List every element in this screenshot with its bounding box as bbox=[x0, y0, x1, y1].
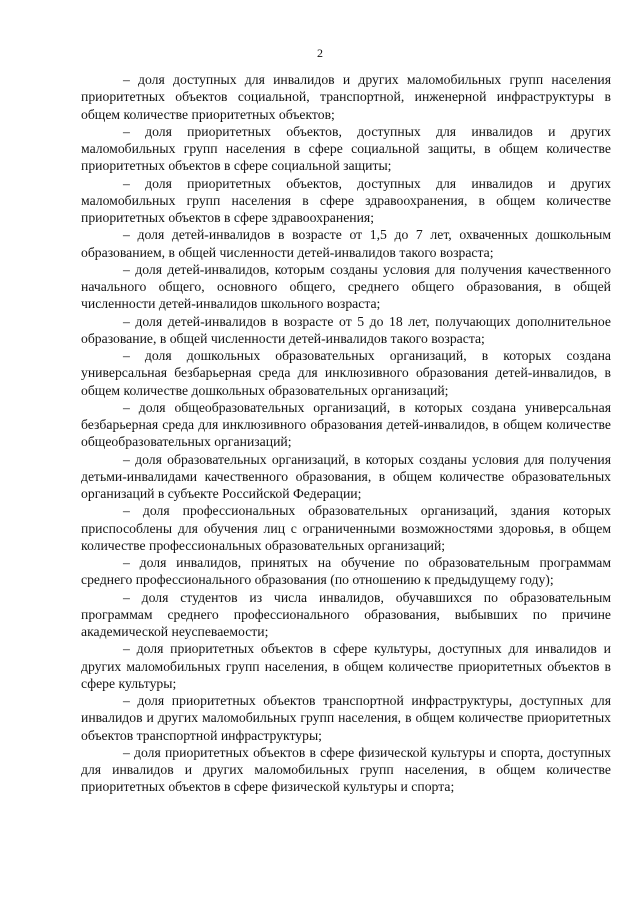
page-number: 2 bbox=[317, 46, 323, 60]
list-item: – доля общеобразовательных организаций, в которых создана универсальная безбарьерная среда для инклюзивного образования детей-инвалидов, в общем количестве общеобразовательных организаций; bbox=[81, 399, 611, 450]
list-item: – доля профессиональных образовательных организаций, здания которых приспособлены для обучения лиц с ограниченными возможностями здоровья, в общем количестве профессиональных образовательных организаций; bbox=[81, 503, 611, 553]
list-item: – доля приоритетных объектов, доступных для инвалидов и других маломобильных групп населения в сфере здравоохранения, в общем количестве приоритетных объектов в сфере здравоохранения; bbox=[81, 175, 611, 225]
list-item: – доля детей-инвалидов, которым созданы условия для получения качественного начального общего, основного общего, среднего общего образования, в общей численности детей-инвалидов школьного возраста; bbox=[81, 261, 611, 312]
list-item: – доля инвалидов, принятых на обучение по образовательным программам среднего профессионального образования (по отношению к предыдущему году); bbox=[81, 555, 611, 588]
list-item: – доля детей-инвалидов в возрасте от 1,5 до 7 лет, охваченных дошкольным образованием, в общей численности детей-инвалидов такого возраста; bbox=[81, 227, 611, 260]
list-item: – доля дошкольных образовательных организаций, в которых создана универсальная безбарьерная среда для инклюзивного образования детей-инвалидов, в общем количестве дошкольных образовательных организаций; bbox=[81, 348, 611, 398]
list-item: – доля образовательных организаций, в которых созданы условия для получения детьми-инвалидами качественного образования, в общем количестве образовательных организаций в субъекте Российской Федерации; bbox=[81, 451, 611, 501]
list-item: – доля приоритетных объектов в сфере культуры, доступных для инвалидов и других маломобильных групп населения, в общем количестве приоритетных объектов в сфере культуры; bbox=[81, 641, 611, 691]
list-item: – доля приоритетных объектов транспортной инфраструктуры, доступных для инвалидов и других маломобильных групп населения, в общем количестве приоритетных объектов транспортной инфраструктуры; bbox=[81, 693, 611, 743]
list-item: – доля доступных для инвалидов и других маломобильных групп населения приоритетных объектов социальной, транспортной, инженерной инфраструктуры в общем количестве приоритетных объектов; bbox=[81, 72, 611, 122]
list-item: – доля приоритетных объектов в сфере физической культуры и спорта, доступных для инвалидов и других маломобильных групп населения, в общем количестве приоритетных объектов в сфере физической культуры и спорта; bbox=[81, 744, 611, 795]
list-item: – доля детей-инвалидов в возрасте от 5 до 18 лет, получающих дополнительное образование, в общей численности детей-инвалидов такого возраста; bbox=[81, 313, 611, 346]
indicator-list bbox=[81, 71, 611, 796]
list-item: – доля приоритетных объектов, доступных для инвалидов и других маломобильных групп населения в сфере социальной защиты, в общем количестве приоритетных объектов в сфере социальной защиты; bbox=[81, 123, 611, 174]
list-item: – доля студентов из числа инвалидов, обучавшихся по образовательным программам среднего профессионального образования, выбывших по причине академической неуспеваемости; bbox=[81, 589, 611, 639]
